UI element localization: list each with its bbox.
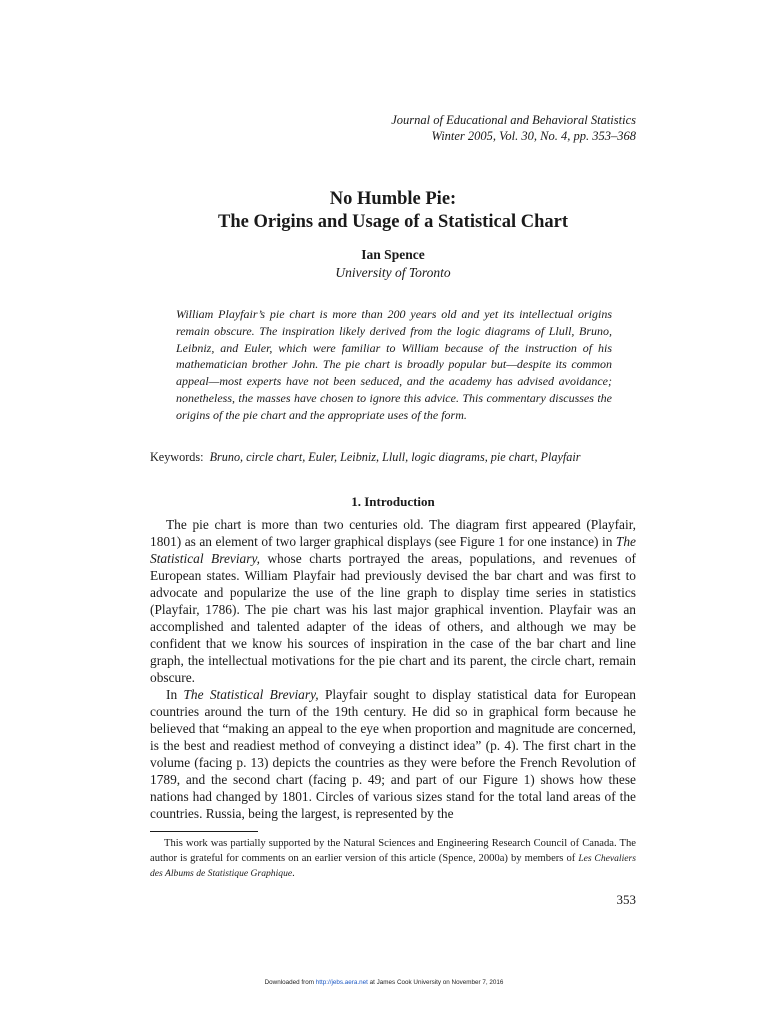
body-text: [150, 516, 636, 822]
page-number: 353: [616, 892, 636, 907]
paragraph-1-part-c: whose charts portrayed the areas, populations, and revenues of European states. William Playfair had previously devised the bar chart and was first to advocate and popularize the use of the line graph to display time series in statistics (Playfair, 1786). The pie chart was his last major graphical invention. Playfair was an accomplished and talented adapter of the ideas of others, and although we may be confident that we know his sources of inspiration in the case of the bar chart and line graph, the intellectual motivations for the pie chart and its parent, the circle chart, remain obscure.: [150, 551, 636, 685]
footnote: [150, 836, 636, 881]
journal-issue: Winter 2005, Vol. 30, No. 4, pp. 353–368: [431, 129, 636, 143]
journal-name: Journal of Educational and Behavioral Statistics: [391, 113, 636, 127]
journal-header: [391, 112, 636, 144]
paragraph-2-part-c: Playfair sought to display statistical data for European countries around the turn of the 19th century. He did so in graphical form because he believed that “making an appeal to the eye when proportion and magnitude are concerned, is the best and readiest method of conveying a distinct idea” (p. 4). The first chart in the volume (facing p. 13) depicts the countries as they were before the French Revolution of 1789, and the second chart (facing p. 49; and part of our Figure 1) shows how these nations had changed by 1801. Circles of various sizes stand for the total land areas of the countries. Russia, being the largest, is represented by the: [150, 687, 636, 821]
download-notice: [0, 979, 768, 986]
download-prefix: Downloaded from: [264, 979, 316, 986]
download-link[interactable]: http://jebs.aera.net: [315, 979, 368, 986]
title-line-1: No Humble Pie:: [329, 189, 457, 209]
footnote-group-name: Les Chevaliers des Albums de Statistique Graphique: [150, 853, 636, 879]
paragraph-1-part-a: The pie chart is more than two centuries old. The diagram first appeared (Playfair, 1801) as an element of two larger graphical displays (see Figure 1 for one instance) in: [150, 517, 636, 549]
paragraph-2-part-a: In: [166, 687, 184, 702]
footnote-text: This work was partially supported by the Natural Sciences and Engineering Research Council of Canada. The author is grateful for comments on an earlier version of this article (Spence, 2000a) by members of: [150, 838, 636, 864]
keywords-label: Keywords:: [150, 450, 204, 464]
paragraph-1: [150, 516, 636, 686]
section-heading: 1. Introduction: [351, 494, 435, 509]
footnote-end: .: [292, 868, 295, 879]
paper-title: [150, 188, 636, 234]
footnote-paragraph: [150, 836, 636, 881]
paragraph-2-book-title: The Statistical Breviary,: [183, 687, 319, 702]
keywords: [150, 449, 636, 465]
title-line-2: The Origins and Usage of a Statistical Chart: [218, 212, 568, 232]
paragraph-2: [150, 686, 636, 822]
paragraph-1-book-title: The Statistical Breviary,: [150, 534, 636, 566]
author-block: [150, 246, 636, 282]
footnote-rule: [150, 831, 258, 832]
abstract: William Playfair’s pie chart is more than 200 years old and yet its intellectual origins remain obscure. The inspiration likely derived from the logic diagrams of Llull, Bruno, Leibniz, and Euler, which were familiar to William because of the instruction of his mathematician brother John. The pie chart is broadly popular but—despite its common appeal—most experts have not been seduced, and the academy has advised avoidance; nonetheless, the masses have chosen to ignore this advice. This commentary discusses the origins of the pie chart and the appropriate uses of the form.: [176, 307, 612, 422]
author-name: Ian Spence: [361, 247, 425, 262]
download-suffix: at James Cook University on November 7, 2016: [367, 979, 504, 986]
keywords-list: Bruno, circle chart, Euler, Leibniz, Llull, logic diagrams, pie chart, Playfair: [209, 450, 581, 464]
paper-page: [150, 0, 636, 1024]
author-affiliation: University of Toronto: [335, 265, 451, 280]
